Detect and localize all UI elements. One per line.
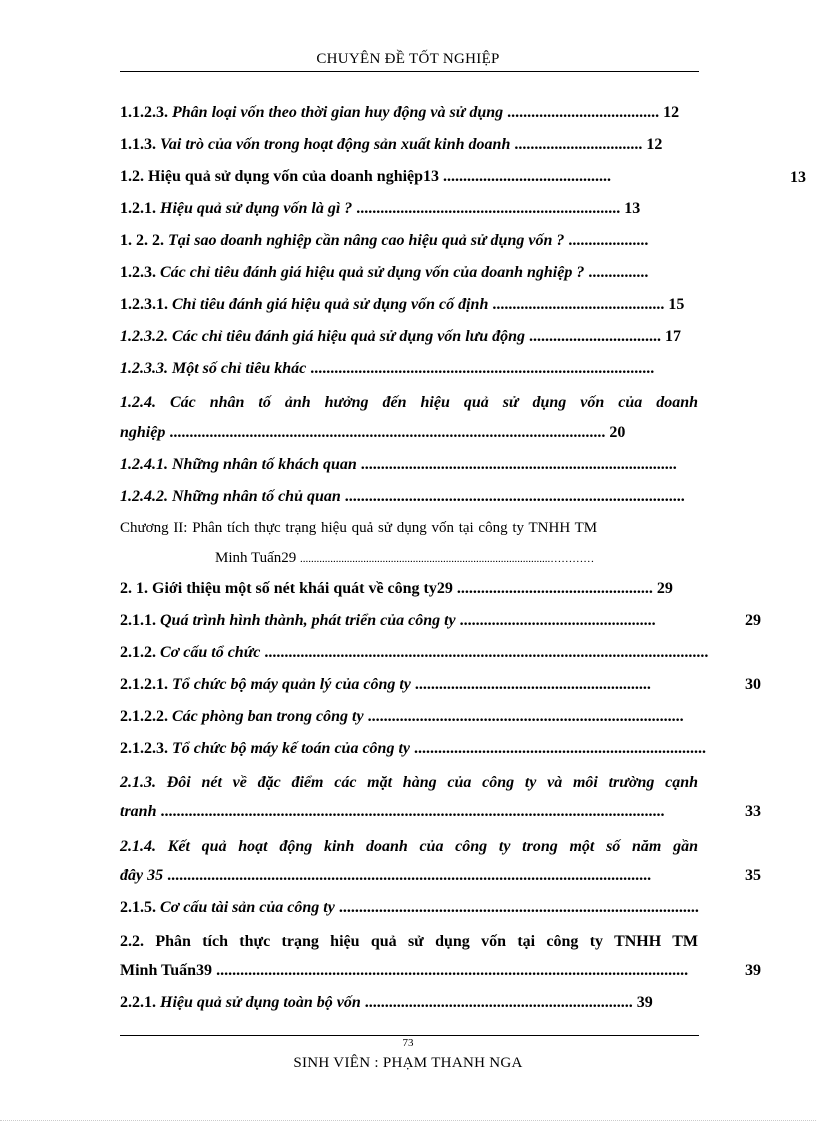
toc-entry[interactable] [120, 168, 740, 192]
toc-dots: ............................................................................... [367, 708, 684, 725]
toc-title: Giới thiệu một số nét khái quát về công ty29 [152, 580, 453, 597]
toc-entry[interactable] [120, 136, 740, 160]
toc-dots: ......................................................................... [414, 740, 706, 757]
toc-number: 1.2.3. [120, 264, 156, 281]
toc-title: Vai trò của vốn trong hoạt động sản xuất kinh doanh [160, 136, 511, 153]
page-number: 73 [402, 1037, 414, 1049]
toc-title: Những nhân tố khách quan [172, 456, 357, 473]
toc-entry[interactable] [120, 580, 750, 604]
toc-title: nghiệp [120, 424, 166, 441]
toc-page: 20 [609, 424, 626, 441]
toc-entry[interactable] [120, 867, 727, 891]
page-footer-author: SINH VIÊN : PHẠM THANH NGA [293, 1055, 523, 1071]
toc-entry[interactable] [120, 264, 730, 288]
toc-entry[interactable] [215, 550, 715, 574]
toc-title: Các chỉ tiêu đánh giá hiệu quả sử dụng vốn lưu động [172, 328, 526, 345]
toc-entry-line1[interactable]: 2.2. Phân tích thực trạng hiệu quả sử dụng vốn tại công ty TNHH TM [120, 933, 698, 950]
toc-entry[interactable] [120, 424, 750, 448]
toc-dots: ...................................................................................................................... [216, 962, 689, 979]
toc-entry[interactable] [120, 740, 727, 764]
toc-page: 35 [745, 867, 761, 884]
toc-number: 2.2.1. [120, 994, 156, 1011]
toc-title: Các chỉ tiêu đánh giá hiệu quả sử dụng vốn của doanh nghiệp ? [160, 264, 585, 281]
toc-title: đây 35 [120, 867, 164, 884]
toc-title: Phân loại vốn theo thời gian huy động và sử dụng [172, 104, 504, 121]
toc-number: 2.1.2. [120, 644, 156, 661]
toc-entry-line1[interactable]: 2.1.4. Kết quả hoạt động kinh doanh của công ty trong một số năm gần [120, 838, 698, 855]
toc-entry[interactable] [120, 200, 740, 224]
footer-rule [120, 1035, 699, 1036]
toc-page: 15 [668, 296, 685, 313]
toc-entry[interactable] [120, 803, 727, 827]
toc-dots: .................... [568, 232, 649, 249]
toc-entry[interactable] [120, 360, 730, 384]
toc-entry[interactable] [120, 994, 750, 1018]
toc-number: 1.2.1. [120, 200, 156, 217]
toc-dots: ............................................................................................................... [264, 644, 709, 661]
toc-dots: ......................................................................................................................... [167, 867, 652, 884]
toc-page: 12 [663, 104, 680, 121]
toc-entry[interactable] [120, 456, 730, 480]
toc-title: Các phòng ban trong công ty [172, 708, 364, 725]
toc-page: 39 [636, 994, 653, 1011]
toc-dots: ...................................... [507, 104, 660, 121]
toc-dots: ...........................................................................................………… [300, 553, 595, 565]
toc-dots: .......................................................................................... [338, 899, 699, 916]
toc-dots: ..................................................................................... [344, 488, 685, 505]
toc-number: 1.2.3.3. [120, 360, 168, 377]
toc-entry[interactable] [120, 644, 727, 668]
toc-dots: ................................................................... [364, 994, 633, 1011]
toc-dots: ................................. [529, 328, 662, 345]
toc-page: 29 [656, 580, 673, 597]
toc-dots: .............................................................................................................................. [160, 803, 665, 820]
toc-dots: .................................................................. [356, 200, 621, 217]
toc-entry[interactable] [120, 104, 740, 128]
toc-title: Hiệu quả sử dụng vốn là gì ? [160, 200, 353, 217]
toc-page: 39 [745, 962, 761, 979]
toc-title: Hiệu quả sử dụng toàn bộ vốn [160, 994, 361, 1011]
toc-page: 12 [646, 136, 663, 153]
toc-title: Tổ chức bộ máy quản lý của công ty [172, 676, 411, 693]
toc-title: Chỉ tiêu đánh giá hiệu quả sử dụng vốn cố định [172, 296, 489, 313]
toc-entry[interactable] [120, 328, 750, 352]
toc-number: 1.2.4.1. [120, 456, 168, 473]
toc-dots: ................................................. [456, 580, 653, 597]
toc-entry-line1[interactable]: 2.1.3. Đôi nét về đặc điểm các mặt hàng của công ty và môi trường cạnh [120, 774, 698, 791]
toc-number: 1.1.3. [120, 136, 156, 153]
toc-entry-line1[interactable]: 1.2.4. Các nhân tố ảnh hưởng đến hiệu quả sử dụng vốn của doanh [120, 394, 698, 411]
toc-title: Cơ cấu tổ chức [160, 644, 261, 661]
toc-number: 2.1.1. [120, 612, 156, 629]
chapter-heading[interactable]: Chương II: Phân tích thực trạng hiệu quả sử dụng vốn tại công ty TNHH TM [120, 520, 598, 536]
toc-title: Tại sao doanh nghiệp cần nâng cao hiệu quả sử dụng vốn ? [168, 232, 565, 249]
toc-dots: ........................................................... [414, 676, 651, 693]
toc-title: Hiệu quả sử dụng vốn của doanh nghiệp13 [148, 168, 440, 185]
toc-number: 1.2.3.1. [120, 296, 168, 313]
toc-page: 17 [665, 328, 682, 345]
toc-dots: ................................ [514, 136, 643, 153]
toc-dots: .......................................... [443, 168, 612, 185]
toc-dots: ................................................. [459, 612, 656, 629]
toc-entry[interactable] [120, 962, 727, 986]
toc-entry[interactable] [120, 676, 727, 700]
toc-number: 2.1.5. [120, 899, 156, 916]
toc-number: 2. 1. [120, 580, 148, 597]
toc-title: Quá trình hình thành, phát triển của công ty [160, 612, 456, 629]
toc-entry[interactable] [120, 899, 727, 923]
toc-dots: ...................................................................................... [310, 360, 655, 377]
toc-number: 2.1.2.1. [120, 676, 168, 693]
toc-number: 1.2. [120, 168, 144, 185]
toc-page: 29 [745, 612, 761, 629]
toc-entry[interactable] [120, 232, 730, 256]
toc-number: 2.1.2.2. [120, 708, 168, 725]
toc-entry[interactable] [120, 488, 730, 512]
toc-dots: ............... [588, 264, 649, 281]
page-header-title: CHUYÊN ĐỀ TỐT NGHIỆP [316, 51, 500, 67]
toc-page: 13 [624, 200, 641, 217]
toc-title: tranh [120, 803, 157, 820]
toc-page: 30 [745, 676, 761, 693]
toc-title: Một số chỉ tiêu khác [172, 360, 307, 377]
toc-number: 1.2.3.2. [120, 328, 168, 345]
toc-title: Minh Tuấn29 [215, 550, 297, 566]
toc-entry[interactable] [120, 612, 727, 636]
toc-number: 2.1.2.3. [120, 740, 168, 757]
toc-number: 1.1.2.3. [120, 104, 168, 121]
toc-entry[interactable] [120, 296, 750, 320]
toc-entry[interactable] [120, 708, 727, 732]
toc-title: Tổ chức bộ máy kế toán của công ty [172, 740, 410, 757]
toc-dots: ............................................................................... [360, 456, 677, 473]
toc-number: 1.2.4.2. [120, 488, 168, 505]
page-bottom-divider [0, 1120, 816, 1122]
toc-dots: ............................................................................................................. [169, 424, 606, 441]
toc-page: 33 [745, 803, 761, 820]
header-rule [120, 71, 699, 72]
toc-title: Cơ cấu tài sản của công ty [160, 899, 335, 916]
toc-title: Những nhân tố chủ quan [172, 488, 341, 505]
toc-title: Minh Tuấn39 [120, 962, 213, 979]
toc-dots: ........................................... [492, 296, 665, 313]
toc-page: 13 [790, 169, 806, 186]
toc-number: 1. 2. 2. [120, 232, 164, 249]
